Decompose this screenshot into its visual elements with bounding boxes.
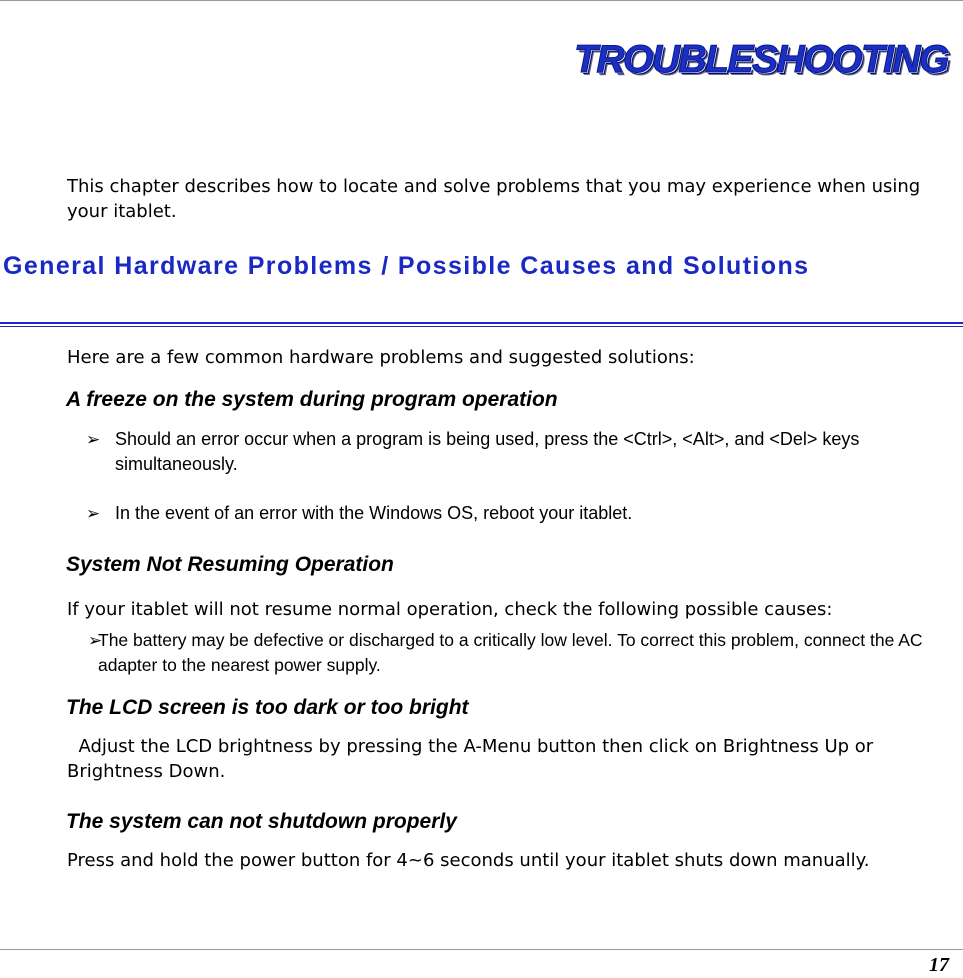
page-number: 17 (929, 954, 949, 976)
section-intro-paragraph: Here are a few common hardware problems and suggested solutions: (67, 347, 695, 368)
bullet-text-content: The battery may be defective or discharged to a critically low level. To correct this problem, connect the AC adapter to the nearest power supply. (98, 630, 923, 675)
chapter-title: TROUBLESHOOTING (574, 38, 948, 81)
subheading-resume: System Not Resuming Operation (66, 553, 394, 576)
arrow-bullet-icon: ➢ (86, 430, 101, 449)
bullet-text (98, 628, 928, 678)
subheading-freeze: A freeze on the system during program operation (66, 388, 558, 411)
subheading-shutdown: The system can not shutdown properly (66, 810, 457, 833)
bullet-text: In the event of an error with the Windows OS, reboot your itablet. (115, 503, 633, 523)
shutdown-paragraph: Press and hold the power button for 4~6 seconds until your itablet shuts down manually. (67, 850, 870, 871)
lcd-paragraph: Adjust the LCD brightness by pressing the A-Menu button then click on Brightness Up or Brightness Down. (67, 736, 879, 782)
heading-rule-thin (0, 326, 963, 327)
heading-rule (0, 322, 963, 324)
top-rule (0, 0, 963, 1)
arrow-bullet-icon: ➢ (86, 504, 101, 523)
subheading-lcd: The LCD screen is too dark or too bright (66, 696, 469, 719)
resume-paragraph: If your itablet will not resume normal operation, check the following possible causes: (67, 599, 833, 620)
footer-rule (0, 949, 963, 950)
bullet-text: Should an error occur when a program is being used, press the <Ctrl>, <Alt>, and <Del> keys simultaneously. (115, 429, 860, 474)
section-heading: General Hardware Problems / Possible Causes and Solutions (3, 252, 810, 280)
intro-paragraph: This chapter describes how to locate and solve problems that you may experience when using your itablet. (67, 176, 921, 222)
arrow-bullet-icon: ➢ (88, 631, 103, 650)
